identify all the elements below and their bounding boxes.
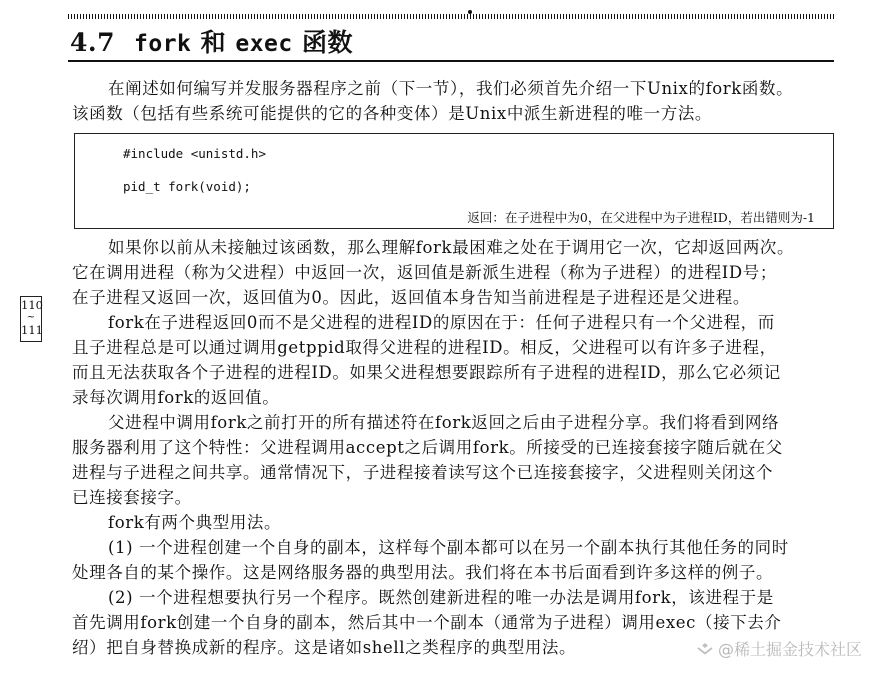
text-line: 如果你以前从未接触过该函数，那么理解fork最困难之处在于调用它一次，它却返回两次。	[108, 238, 795, 257]
text-line: 进程与子进程之间共享。通常情况下，子进程接着读写这个已连接套接字，父进程则关闭这个	[72, 463, 774, 482]
top-dot	[468, 10, 472, 14]
intro-paragraph	[72, 76, 840, 126]
text-line: (2) 一个进程想要执行另一个程序。既然创建新进程的唯一办法是调用fork，该进程于是	[108, 588, 774, 607]
margin-page-top: 110	[21, 298, 43, 312]
text-line: 录每次调用fork的返回值。	[72, 388, 280, 407]
watermark-text: @稀土掘金技术社区	[717, 640, 862, 659]
text-line: 该函数（包括有些系统可能提供的它的各种变体）是Unix中派生新进程的唯一方法。	[72, 104, 713, 123]
text-line: 在子进程又返回一次，返回值为0。因此，返回值本身告知当前进程是子进程还是父进程。	[72, 288, 750, 307]
text-line: 绍）把自身替换成新的程序。这是诸如shell之类程序的典型用法。	[72, 638, 577, 657]
text-line: 首先调用fork创建一个自身的副本，然后其中一个副本（通常为子进程）调用exec（接下去介	[72, 613, 782, 632]
code-prototype-line: pid_t fork(void);	[123, 179, 251, 194]
text-line: 在阐述如何编写并发服务器程序之前（下一节），我们必须首先介绍一下Unix的fork函数。	[108, 79, 794, 98]
code-return-note: 返回：在子进程中为0，在父进程中为子进程ID，若出错则为-1	[467, 210, 815, 225]
margin-page-bottom: 111	[21, 323, 43, 337]
watermark	[696, 637, 862, 660]
text-line: 服务器利用了这个特性：父进程调用accept之后调用fork。所接受的已连接套接字随后就在父	[72, 438, 783, 457]
margin-page-tilde: ~	[26, 312, 36, 323]
section-number: 4.7	[70, 28, 115, 57]
text-line: 而且无法获取各个子进程的进程ID。如果父进程想要跟踪所有子进程的进程ID，那么它必须记	[72, 363, 781, 382]
section-heading	[70, 26, 353, 60]
heading-rule	[68, 60, 834, 62]
juejin-logo-icon	[696, 642, 714, 656]
top-rule	[68, 14, 834, 19]
body-text	[72, 235, 840, 660]
section-title-and: 和	[200, 28, 227, 57]
text-line: (1) 一个进程创建一个自身的副本，这样每个副本都可以在另一个副本执行其他任务的同时	[108, 538, 789, 557]
text-line: 且子进程总是可以通过调用getppid取得父进程的进程ID。相反，父进程可以有许多子进程，	[72, 338, 777, 357]
text-line: 它在调用进程（称为父进程）中返回一次，返回值是新派生进程（称为子进程）的进程ID号；	[72, 263, 777, 282]
text-line: 已连接套接字。	[72, 488, 192, 507]
section-title-exec: exec	[235, 31, 293, 57]
text-line: fork有两个典型用法。	[108, 513, 282, 532]
section-title-fork: fork	[134, 31, 192, 57]
code-box	[74, 133, 834, 229]
text-line: 处理各自的某个操作。这是网络服务器的典型用法。我们将在本书后面看到许多这样的例子。	[72, 563, 774, 582]
margin-page-ref	[20, 296, 42, 342]
text-line: 父进程中调用fork之前打开的所有描述符在fork返回之后由子进程分享。我们将看到网络	[108, 413, 780, 432]
section-title-functions: 函数	[301, 28, 353, 57]
code-include-line: #include <unistd.h>	[123, 146, 266, 161]
text-line: fork在子进程返回0而不是父进程的进程ID的原因在于：任何子进程只有一个父进程，而	[108, 313, 775, 332]
